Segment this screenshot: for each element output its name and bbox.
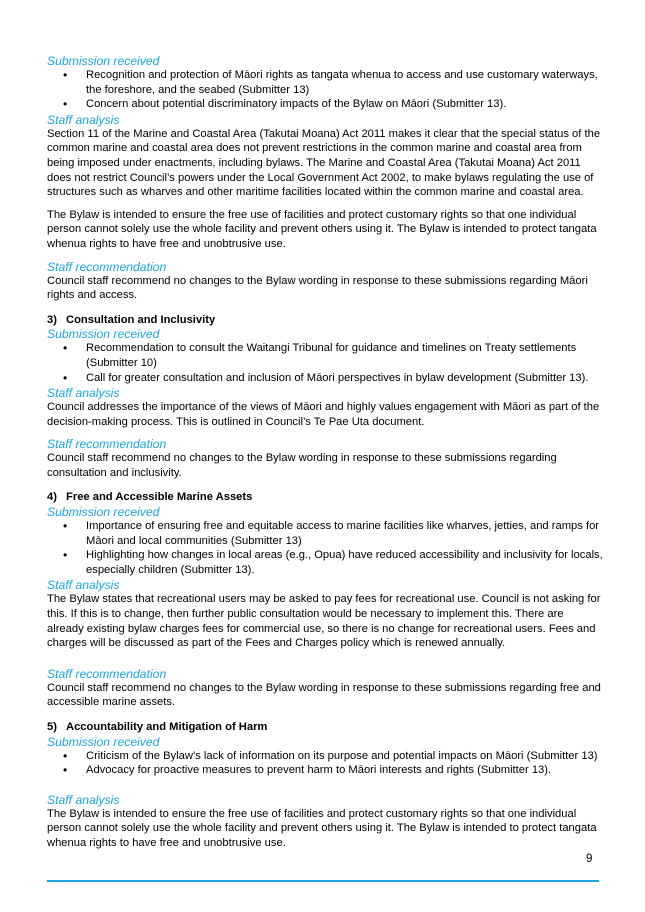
- page-number: 9: [586, 853, 593, 865]
- section-number: 5): [47, 721, 57, 733]
- recommendation-paragraph: Council staff recommend no changes to the Bylaw wording in response to these submissions regarding consultation and inclusivity.: [47, 452, 557, 479]
- submission-heading: Submission received: [47, 327, 160, 342]
- recommendation-paragraph: Council staff recommend no changes to the Bylaw wording in response to these submissions regarding Māori rights and access.: [47, 274, 588, 302]
- list-item: • Criticism of the Bylaw’s lack of information on its purpose and potential impacts on Māori (Submitter 13): [47, 749, 603, 764]
- section-title: Accountability and Mitigation of Harm: [66, 721, 268, 733]
- list-item: • Call for greater consultation and inclusion of Māori perspectives in bylaw development (Submitter 13).: [47, 371, 603, 386]
- footer-rule: [47, 880, 599, 882]
- recommendation-heading: Staff recommendation: [47, 666, 167, 681]
- section-heading: [47, 720, 603, 735]
- submission-heading: Submission received: [47, 54, 160, 68]
- analysis-paragraph: The Bylaw states that recreational users may be asked to pay fees for recreational use. Council is not asking for this. If this is to change, then further public consultation would be necessary to implement this. There are already existing bylaw charges fees for commercial use, so there is no change for recreational users. Fees and charges will be discussed as part of the Fees and Charges policy which is renewed annually.: [47, 593, 601, 650]
- section-heading: [47, 490, 603, 505]
- submission-list: [47, 341, 603, 385]
- section-title: Free and Accessible Marine Assets: [66, 491, 253, 504]
- submission-list: [47, 519, 603, 577]
- analysis-paragraph: The Bylaw is intended to ensure the free use of facilities and protect customary rights so that one individual person cannot solely use the whole facility and prevent others using it. The Bylaw is intended to protect tangata whenua rights to have free and unobtrusive use.: [47, 807, 597, 849]
- analysis-paragraph: Section 11 of the Marine and Coastal Area (Takutai Moana) Act 2011 makes it clear that the special status of the common marine and coastal area does not prevent restrictions in the common marine and coastal area from being imposed under enactments, including bylaws. The Marine and Coastal Area (Takutai Moana) Act 2011 does not restrict Council’s powers under the Local Government Act 2002, to make bylaws regulating the use of structures such as wharves and other maritime facilities located within the common marine and coastal area.: [47, 127, 601, 199]
- recommendation-heading: Staff recommendation: [47, 259, 167, 274]
- page-content: [47, 54, 603, 851]
- list-item: • Advocacy for proactive measures to prevent harm to Māori interests and rights (Submitter 13).: [47, 763, 603, 778]
- analysis-heading: Staff analysis: [47, 792, 120, 807]
- analysis-heading: Staff analysis: [47, 386, 120, 401]
- recommendation-paragraph: Council staff recommend no changes to the Bylaw wording in response to these submissions regarding free and accessible marine assets.: [47, 681, 601, 709]
- list-item: • Recognition and protection of Māori rights as tangata whenua to access and use customary waterways, the foreshore, and the seabed (Submitter 13): [47, 68, 603, 97]
- submission-heading: Submission received: [47, 505, 160, 520]
- section-heading: [47, 313, 603, 328]
- analysis-paragraph: The Bylaw is intended to ensure the free use of facilities and protect customary rights so that one individual person cannot solely use the whole facility and prevent others using it. The Bylaw is intended to protect tangata whenua rights to have free and unobtrusive use.: [47, 208, 597, 250]
- section-title: Consultation and Inclusivity: [66, 313, 216, 326]
- submission-list: [47, 749, 603, 778]
- analysis-heading: Staff analysis: [47, 578, 120, 593]
- section-number: 4): [47, 491, 57, 504]
- list-item: • Recommendation to consult the Waitangi Tribunal for guidance and timelines on Treaty settlements (Submitter 10): [47, 341, 603, 370]
- list-item: • Highlighting how changes in local areas (e.g., Opua) have reduced accessibility and inclusivity for locals, especially children (Submitter 13).: [47, 548, 603, 577]
- submission-heading: Submission received: [47, 734, 160, 749]
- submission-list: [47, 68, 603, 112]
- analysis-heading: Staff analysis: [47, 112, 120, 127]
- recommendation-heading: Staff recommendation: [47, 437, 167, 452]
- analysis-paragraph: Council addresses the importance of the views of Māori and highly values engagement with Māori as part of the decision-making process. This is outlined in Council’s Te Pae Uta document.: [47, 401, 600, 428]
- section-number: 3): [47, 313, 57, 326]
- list-item: • Concern about potential discriminatory impacts of the Bylaw on Māori (Submitter 13).: [47, 97, 603, 112]
- list-item: • Importance of ensuring free and equitable access to marine facilities like wharves, jetties, and ramps for Māori and local communities (Submitter 13): [47, 519, 603, 548]
